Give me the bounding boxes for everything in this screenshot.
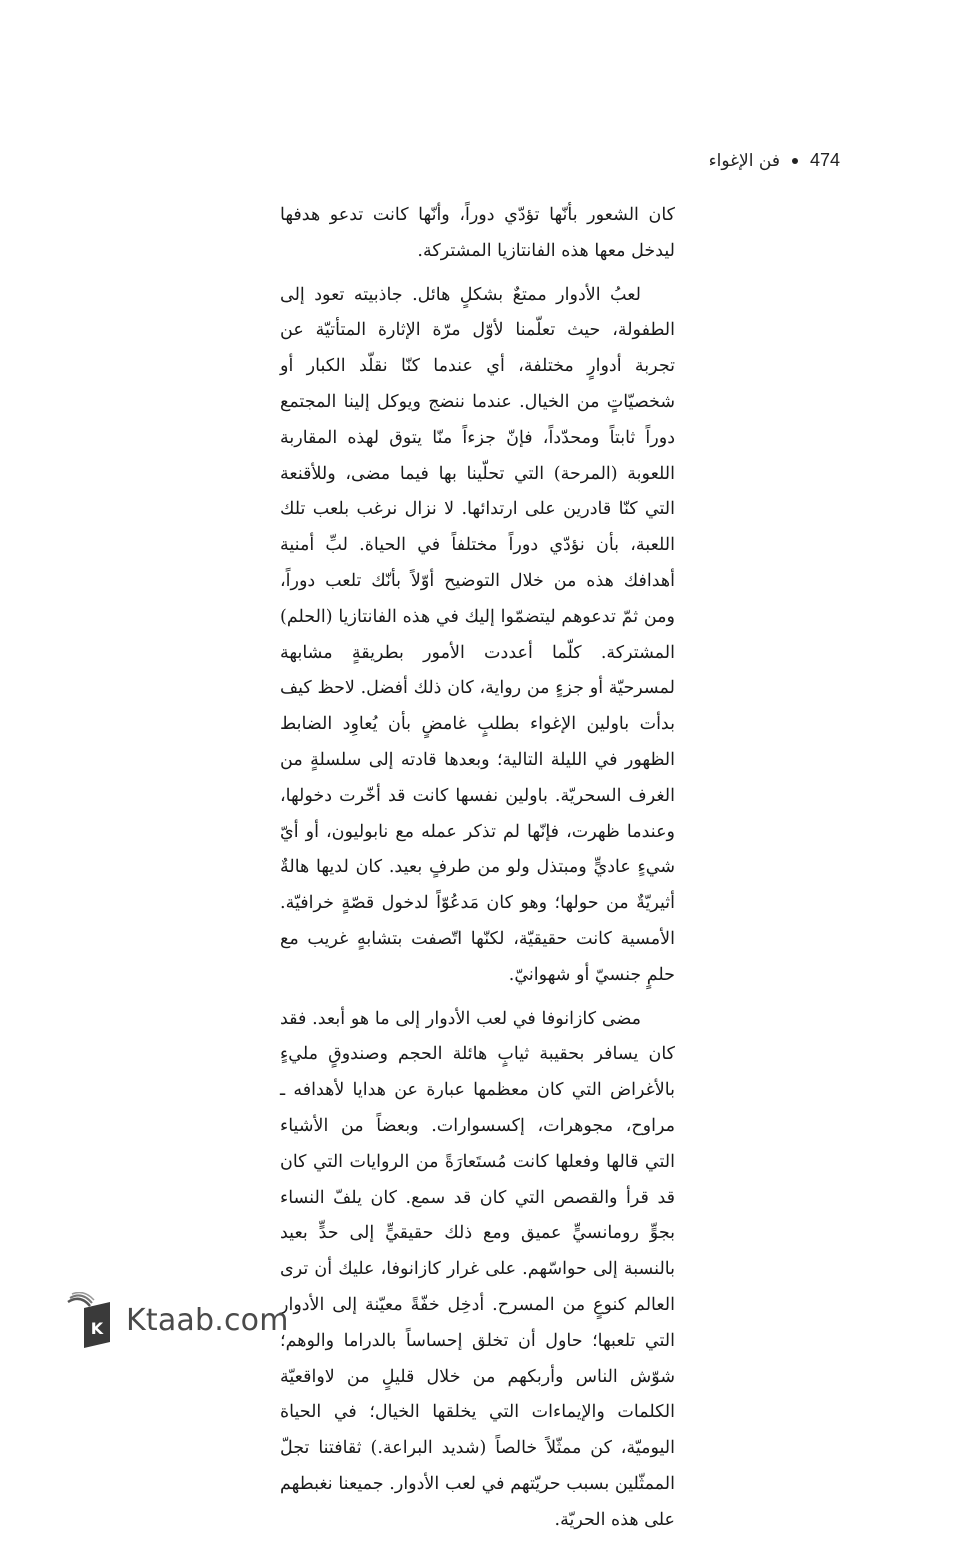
paragraph-1: كان الشعور بأنّها تؤدّي دوراً، وأنّها كانت تدعو هدفها ليدخل معها هذه الفانتازيا المشتركة. [280, 205, 675, 261]
logo-text[interactable]: Ktaab.com [126, 1302, 289, 1338]
page-header [709, 150, 840, 171]
paragraph-2: لعبُ الأدوار ممتعٌ بشكلٍ هائل. جاذبيته تعود إلى الطفولة، حيث تعلّمنا لأوّل مرّة الإثارة المتأتيّة عن تجربة أدوارٍ مختلفة، أي عندما كنّا نقلّد الكبار أو شخصيّاتٍ من الخيال. عندما ننضج ويوكل إلينا المجتمع دوراً ثابتاً ومحدّداً، فإنّ جزءاً منّا يتوق لهذه المقاربة اللعوبة (المرحة) التي تحلّينا بها فيما مضى، وللأقنعة التي كنّا قادرين على ارتدائها. لا نزال نرغب بلعب تلك اللعبة، بأن نؤدّي دوراً مختلفاً في الحياة. لبِّ أمنية أهدافك هذه من خلال التوضيح أوّلاً بأنّك تلعب دوراً، ومن ثمّ تدعوهم ليتضمّوا إليك في هذه الفانتازيا (الحلم) المشتركة. كلّما أعددت الأمور بطريقةٍ مشابهة لمسرحيّة أو جزءٍ من رواية، كان ذلك أفضل. لاحظ كيف بدأت باولين الإغواء بطلبٍ غامضٍ بأن يُعاوِد الضابط الظهور في الليلة التالية؛ وبعدها قادته إلى سلسلةٍ من الغرف السحريّة. باولين نفسها كانت قد أخّرت دخولها، وعندما ظهرت، فإنّها لم تذكر عمله مع نابوليون، أو أيّ شيءٍ عاديٍّ ومبتذل ولو من طرفٍ بعيد. كان لديها هالةٌ أثيريّةٌ من حولها؛ وهو كان مَدعُوّاً لدخول قصّةٍ خرافيّة. الأمسية كانت حقيقيّة، لكنّها اتّصفت بتشابهٍ غريب مع حلمٍ جنسيّ أو شهوانيّ. [280, 284, 675, 985]
ktaab-logo[interactable] [62, 1292, 289, 1348]
bullet-separator [792, 158, 798, 164]
chapter-title: فن الإغواء [708, 150, 780, 171]
logo-letter: K [90, 1319, 104, 1338]
open-book-icon [62, 1292, 114, 1348]
page-number: 474 [809, 150, 840, 170]
paragraph-3: مضى كازانوفا في لعب الأدوار إلى ما هو أبعد. فقد كان يسافر بحقيبة ثيابٍ هائلة الحجم وصندوقٍ مليءٍ بالأغراض التي كان معظمها عبارة عن هدايا لأهدافه ـ مراوح، مجوهرات، إكسسوارات. وبعضاً من الأشياء التي قالها وفعلها كانت مُستَعارَةً من الروايات التي كان قد قرأ والقصص التي كان قد سمع. كان يلفّ النساء بجوٍّ رومانسيٍّ عميق ومع ذلك حقيقيٍّ إلى حدٍّ بعيد بالنسبة إلى حواسّهم. على غرار كازانوفا، عليك أن ترى العالم كنوعٍ من المسرح. أدخِل خفّةً معيّنة إلى الأدوار التي تلعبها؛ حاول أن تخلق إحساساً بالدراما والوهم؛ شوّش الناس وأربكهم من خلال قليلٍ من لاواقعيّة الكلمات والإيماءات التي يخلقها الخيال؛ في الحياة اليوميّة، كن ممثّلاً خالصاً (شديد البراعة.) ثقافتنا تجلّ الممثّلين بسبب حريّتهم في لعب الأدوار. جميعنا نغبطهم على هذه الحريّة. [280, 1008, 675, 1530]
body-text [280, 198, 675, 1546]
